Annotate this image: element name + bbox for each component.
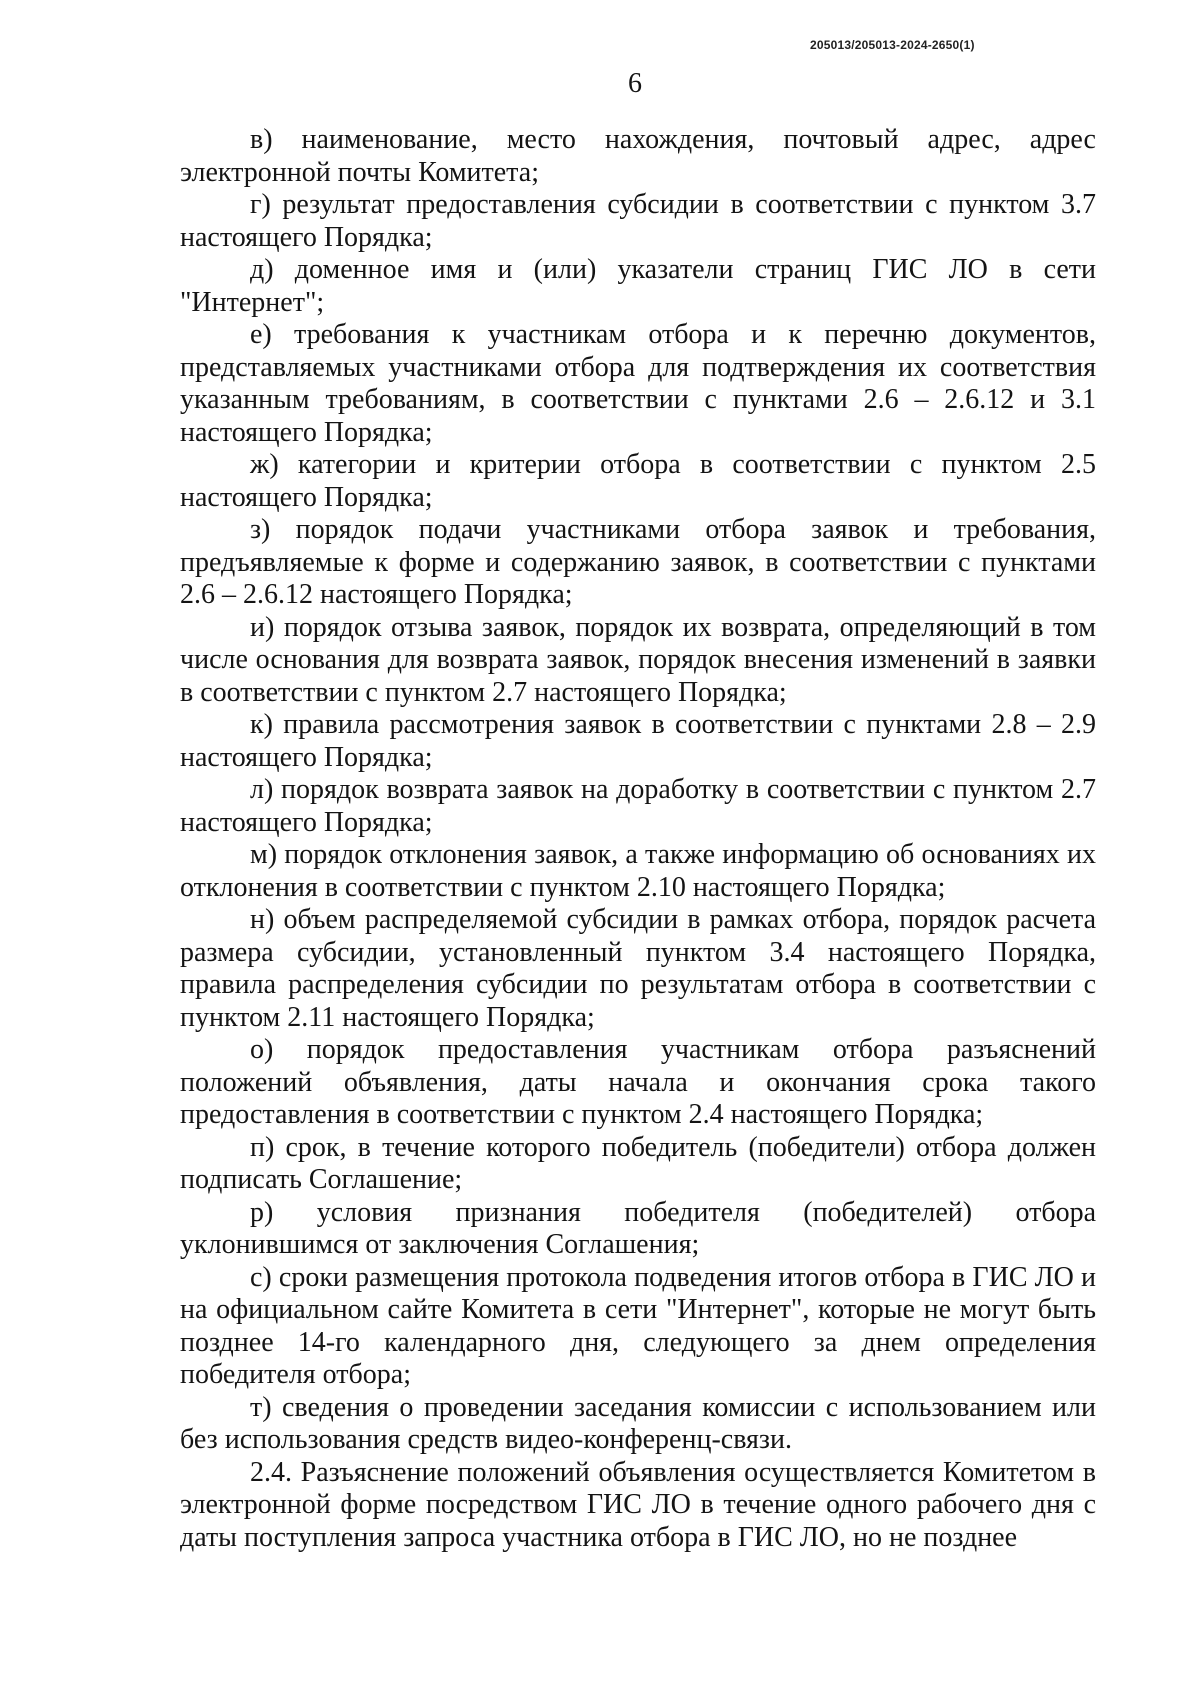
paragraph-d: д) доменное имя и (или) указатели страниц ГИС ЛО в сети "Интернет"; [180,254,1096,318]
paragraph-p: п) срок, в течение которого победитель (победители) отбора должен подписать Соглашение; [180,1131,1096,1195]
paragraph-z: з) порядок подачи участниками отбора заявок и требования, предъявляемые к форме и содержанию заявок, в соответствии с пунктами 2.6 – 2.6.12 настоящего Порядка; [180,514,1096,610]
paragraph-m: м) порядок отклонения заявок, а также информацию об основаниях их отклонения в соответствии с пунктом 2.10 настоящего Порядка; [180,839,1096,903]
paragraph-i: и) порядок отзыва заявок, порядок их возврата, определяющий в том числе основания для возврата заявок, порядок внесения изменений в заявки в соответствии с пунктом 2.7 настоящего Порядка; [180,611,1096,708]
document-body [180,124,1096,1554]
paragraph-2-4: 2.4. Разъяснение положений объявления осуществляется Комитетом в электронной форме посредством ГИС ЛО в течение одного рабочего дня с даты поступления запроса участника отбора в ГИС ЛО, но не позднее [180,1456,1096,1553]
paragraph-n: н) объем распределяемой субсидии в рамках отбора, порядок расчета размера субсидии, установленный пунктом 3.4 настоящего Порядка, правила распределения субсидии по результатам отбора в соответствии с пунктом 2.11 настоящего Порядка; [180,904,1096,1033]
paragraph-t: т) сведения о проведении заседания комиссии с использованием или без использования средств видео-конференц-связи. [180,1391,1096,1455]
paragraph-s: с) сроки размещения протокола подведения итогов отбора в ГИС ЛО и на официальном сайте Комитета в сети "Интернет", которые не могут быть позднее 14-го календарного дня, следующего за днем определения победителя отбора; [180,1261,1096,1390]
paragraph-zh: ж) категории и критерии отбора в соответствии с пунктом 2.5 настоящего Порядка; [180,449,1096,513]
paragraph-o: о) порядок предоставления участникам отбора разъяснений положений объявления, даты начала и окончания срока такого предоставления в соответствии с пунктом 2.4 настоящего Порядка; [180,1034,1096,1130]
paragraph-v: в) наименование, место нахождения, почтовый адрес, адрес электронной почты Комитета; [180,124,1096,188]
paragraph-l: л) порядок возврата заявок на доработку в соответствии с пунктом 2.7 настоящего Порядка; [180,774,1096,838]
paragraph-r: р) условия признания победителя (победителей) отбора уклонившимся от заключения Соглашения; [180,1196,1096,1260]
paragraph-k: к) правила рассмотрения заявок в соответствии с пунктами 2.8 – 2.9 настоящего Порядка; [180,709,1096,773]
page-number: 6 [628,68,642,99]
document-id: 205013/205013-2024-2650(1) [810,38,975,52]
paragraph-g: г) результат предоставления субсидии в соответствии с пунктом 3.7 настоящего Порядка; [180,189,1096,253]
paragraph-e: е) требования к участникам отбора и к перечню документов, представляемых участниками отбора для подтверждения их соответствия указанным требованиям, в соответствии с пунктами 2.6 – 2.6.12 и 3.1 настоящего Порядка; [180,319,1096,448]
